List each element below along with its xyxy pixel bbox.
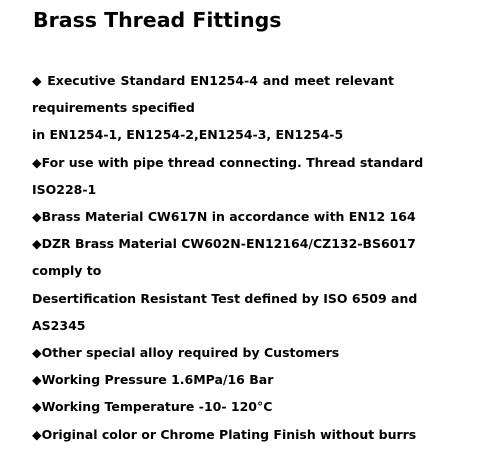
spec-line-working-temperature: ◆Working Temperature -10- 120°C xyxy=(32,399,273,415)
spec-line-pipe-thread: ◆For use with pipe thread connecting. Thread standard xyxy=(32,154,424,170)
spec-line-special-alloy: ◆Other special alloy required by Customers xyxy=(32,345,340,361)
spec-line-executive-standard: ◆ Executive Standard EN1254-4 and meet relevant xyxy=(32,73,394,88)
spec-line-en1254-parts: in EN1254-1, EN1254-2,EN1254-3, EN1254-5 xyxy=(32,127,344,143)
spec-line-working-pressure: ◆Working Pressure 1.6MPa/16 Bar xyxy=(32,372,274,388)
spec-line-dzr-brass: ◆DZR Brass Material CW602N-EN12164/CZ132-BS6017 xyxy=(32,236,416,252)
spec-line-brass-material: ◆Brass Material CW617N in accordance with EN12 164 xyxy=(32,209,416,225)
spec-line-as2345: AS2345 xyxy=(32,317,86,333)
page-title: Brass Thread Fittings xyxy=(33,8,282,32)
spec-line-desertification-test: Desertification Resistant Test defined by ISO 6509 and xyxy=(32,290,418,306)
spec-list xyxy=(32,67,424,448)
spec-line-comply-to: comply to xyxy=(32,263,102,279)
spec-line-finish: ◆Original color or Chrome Plating Finish without burrs xyxy=(32,426,417,442)
spec-line-iso228: ISO228-1 xyxy=(32,181,97,197)
spec-line-requirements: requirements specified xyxy=(32,100,195,116)
